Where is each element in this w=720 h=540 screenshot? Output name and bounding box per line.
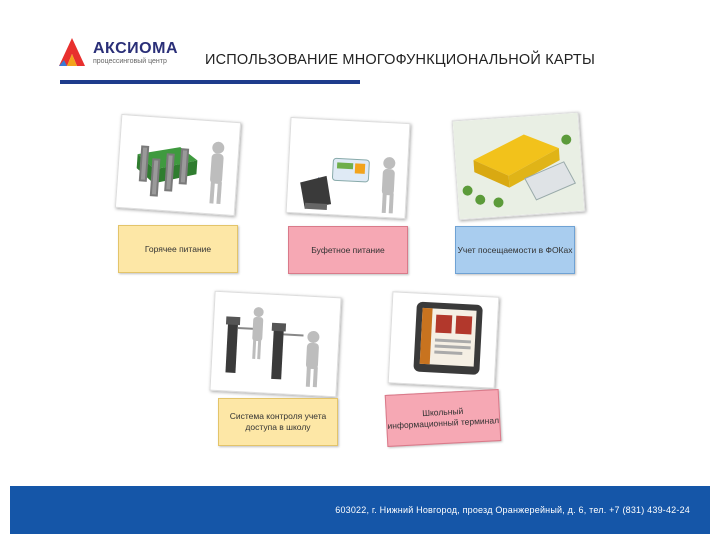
access-control-label: Система контроля учета доступа в школу bbox=[218, 398, 338, 446]
touchscreen-kiosk-icon bbox=[389, 292, 499, 387]
buffet-label: Буфетное питание bbox=[288, 226, 408, 274]
attendance-photo bbox=[452, 112, 586, 221]
payment-terminal-icon bbox=[287, 118, 410, 218]
sports-center-icon bbox=[453, 113, 585, 219]
page-title: ИСПОЛЬЗОВАНИЕ МНОГОФУНКЦИОНАЛЬНОЙ КАРТЫ bbox=[205, 52, 596, 68]
dining-table-icon bbox=[116, 115, 240, 215]
hot-meals-photo bbox=[115, 114, 241, 216]
attendance-label: Учет посещаемости в ФОКах bbox=[455, 226, 575, 274]
logo-name: АКСИОМА bbox=[93, 40, 178, 57]
info-terminal-label: Школьный информационный терминал bbox=[385, 389, 502, 447]
hot-meals-label: Горячее питание bbox=[118, 225, 238, 273]
footer-address: 603022, г. Нижний Новгород, проезд Оранжерейный, д. 6, тел. +7 (831) 439-42-24 bbox=[335, 505, 690, 515]
info-terminal-photo bbox=[388, 291, 500, 388]
company-logo bbox=[55, 36, 185, 72]
title-underline bbox=[60, 80, 360, 84]
footer-bar bbox=[10, 486, 710, 534]
access-control-photo bbox=[209, 291, 341, 398]
buffet-photo bbox=[286, 117, 411, 219]
turnstile-icon bbox=[211, 292, 341, 396]
logo-icon bbox=[55, 36, 89, 70]
logo-tagline: процессинговый центр bbox=[93, 58, 167, 65]
